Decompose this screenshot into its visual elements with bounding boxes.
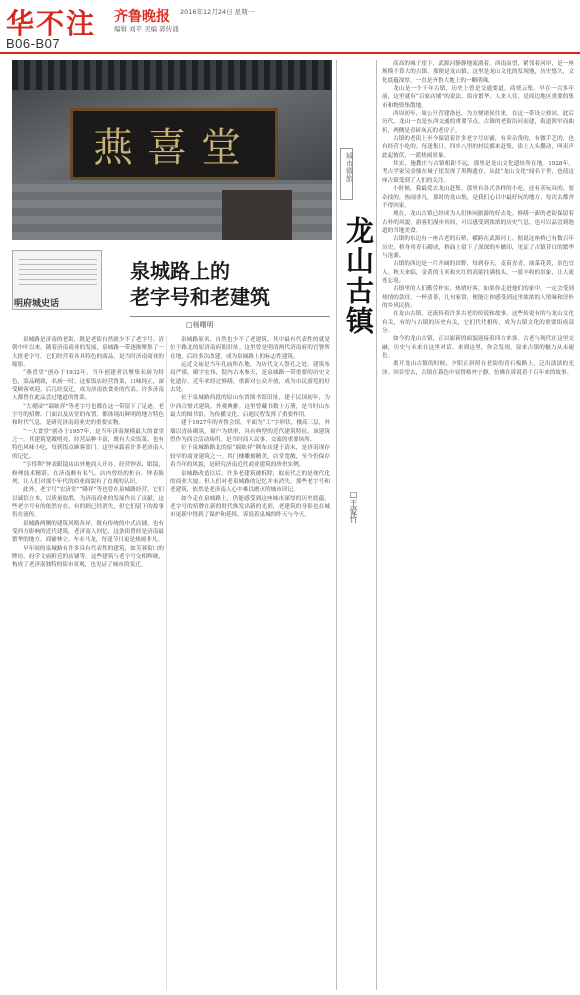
staff-credits: 编辑 刘平 美编 郭传涌: [114, 25, 179, 33]
photo-plaque: [70, 108, 278, 180]
article-author: □杨曙明: [186, 321, 214, 329]
title-line-2: 老字号和老建筑: [130, 285, 270, 309]
paragraph: 泉城路两侧的建筑风格各异，既有传统的中式店铺，也有受西方影响的近代建筑。老济南人回忆，这条街曾经是济南最繁华的地方，商铺林立，车水马龙，每逢节日更是热闹非凡。: [12, 520, 164, 544]
paragraph: 位于泉城路路北的原“瑞蚨祥”绸布店建于清末，是济南现存较早的商业建筑之一。其门楼雕刻精美，店堂宽敞，至今仍保存着当年的风貌，是研究济南近代商业建筑的珍贵实例。: [170, 445, 330, 469]
paragraph: 高高的城子崖下，武源河静静地流淌着。西南而望，紧邻着河岸，是一座规模不算大的古镇，那便是龙山镇。这里是龙山文化的发现地，历史悠久，文化底蕴深厚，一直是齐鲁大地上的一颗明珠。: [382, 61, 574, 84]
header-rule: [0, 52, 580, 54]
paragraph: “一大食堂”创办于1957年，是当年济南规模最大的食堂之一。其建筑宽敞明亮，经营品种丰富，既有大众饭菜，也有特色风味小吃，每到饭点顾客盈门。这里承载着许多老济南人的记忆。: [12, 428, 164, 460]
paragraph: 小时候，我最爱去龙山赶集。那里有各式各样的小吃，还有卖玩具的、耍杂技的，热闹非凡。那时的龙山集，是我们心目中最好玩的地方，每次去都舍不得回家。: [382, 186, 574, 209]
article2-title: 龙山古镇: [342, 216, 375, 336]
column-divider: [166, 336, 167, 990]
paragraph: 古镇的西边是一片开阔的田野，每到春天，麦苗青青，油菜花黄，景色宜人。秋天来临，金黄的玉米和火红的高粱挂满枝头，一派丰收的景象，让人流连忘返。: [382, 261, 574, 284]
paragraph: 其实，施教庄与古镇相距不远，那里是龙山文化遗址所在地。1928年，考古学家吴金鼎在城子崖发现了黑陶遗存，从此“龙山文化”闻名于世，也使这座古镇受到了人们的关注。: [382, 161, 574, 184]
paragraph: 位于泉城路西段的原山东省图书馆旧址，建于民国初年，为中西合璧式建筑，外观典雅。这里曾藏书数十万册，是当时山东最大的图书馆，为传播文化、启迪民智发挥了重要作用。: [170, 395, 330, 419]
section-tag: 城市微旅: [345, 152, 354, 182]
plaque-text: 燕喜堂: [93, 124, 255, 171]
paragraph: 如今的龙山古镇，正以崭新的面貌迎接着四方来客。古老与现代在这里交融，历史与未来在这里对话。来到这里，你会发现，原来古镇的魅力从未褪色。: [382, 336, 574, 360]
paragraph: 在龙山古镇，还流传着许多古老的传说和故事。这些传说有的与龙山文化有关，有的与古镇的历史有关，它们代代相传，成为古镇文化的重要组成部分。: [382, 311, 574, 334]
paragraph: 建于1927年的齐鲁会馆，平面为“工”字形状，楼高三层，外墙以青砖砌筑，窗户为拱形，具有典型的近代建筑特征。该建筑曾作为商会活动场所，是当时商人议事、交流的重要场所。: [170, 420, 330, 444]
paragraph: “燕喜堂”创办于1932年，当年创建者以聚集名厨为特色，菜品精致，名扬一时。这家饭店经营鲁菜，口味纯正，深受顾客欢迎，后几经变迁，成为济南饮食业的代表。许多济南人都曾在此品尝过地道的鲁菜。: [12, 370, 164, 402]
photo-door: [222, 190, 292, 240]
article1-column-1: [12, 336, 164, 990]
article2-author: □王爱竹: [349, 490, 358, 523]
article-title: [130, 258, 270, 310]
article1-column-2: [170, 336, 330, 990]
article2-column: [382, 60, 574, 990]
issue-date: 2016年12月24日 星期一: [180, 8, 255, 16]
paragraph: 泉城路原名，自然也少不了老建筑，其中最有代表性的就是位于路北的原济南府衙旧址。这里曾是明清两代济南府的官署所在地，后经多次改建，成为泉城路上的标志性建筑。: [170, 337, 330, 360]
page-numbers: B06-B07: [6, 36, 61, 51]
paragraph: 古镇的东边有一座古老的石桥，横跨在武源河上。据说这座桥已有数百年历史，桥身用青石砌成，桥面上留下了深深的车辙印，见证了古镇昔日的繁华与沧桑。: [382, 236, 574, 259]
paragraph: “大观园”“瑞蚨祥”等老字号也都在这一带留下了足迹。老字号的招牌、门面以及店堂的布置，都体现出鲜明的地方特色和时代气息，是研究济南商业史的重要实物。: [12, 403, 164, 427]
paragraph: 龙山是一个千年古镇，历史上曾是交通要道，商贾云集。早在一百多年前，这里就有“百家店铺”的说法，街市繁华，人来人往，是周边地区重要的集市和物资集散地。: [382, 86, 574, 109]
paper-logo: 齐鲁晚报: [114, 9, 170, 25]
paragraph: 西周初年，周公旦营建洛邑，为方便诸侯往来，在这一带设立驿站。此后历代，龙山一直是东西交通的重要节点。古镇的老街沿河而建，街道狭窄而曲折，两侧是青砖灰瓦的老房子。: [382, 111, 574, 134]
band-divider-right: [376, 60, 377, 990]
paragraph: 离开龙山古镇的时候，夕阳正斜照在老街的青石板路上，泛出淡淡的光泽。回首望去，古镇在暮色中显得格外宁静，仿佛在诉说着千百年来的故事。: [382, 361, 574, 376]
title-line-1: 泉城路上的: [130, 259, 230, 283]
section-brand: 华不注: [6, 7, 97, 40]
paragraph: 古镇里的人们勤劳朴实，热情好客。如果你走进他们的家中，一定会受到热情的款待。一杯清茶，几句家常，便能让你感受到这里浓浓的人情味和淳朴的乡风民俗。: [382, 286, 574, 309]
paragraph: 现在，龙山古镇已经成为人们休闲旅游的好去处。修缮一新的老街保留着古朴的风貌，游客们漫步其间，可以感受到浓浓的历史气息，也可以品尝到地道的当地美食。: [382, 211, 574, 234]
paragraph: “亨得利”钟表眼镜店由外地商人开办，经营钟表、眼镜，修理技术精湛，在济南颇有名气。店内曾经的柜台、钟表陈列，让人们对那个年代的商业面貌有了直观的认识。: [12, 462, 164, 485]
article-photo: [12, 60, 332, 240]
paragraph: 此外，老字号“宏济堂”“隆祥”等也曾在泉城路经营，它们以诚信立本，以质量取胜，为济南商业的发展作出了贡献。这些老字号有的依然存在，有的则已经消失，但它们留下的故事仍在流传。: [12, 487, 164, 519]
title-rule: [130, 316, 330, 317]
paragraph: 如今走在泉城路上，仍能感受到这座城市深厚的历史底蕴。老字号的招牌在新的时代焕发出新的光彩，老建筑的身影也在城市更新中得到了保护和延续，诉说着泉城的昨天与今天。: [170, 495, 330, 519]
paragraph: 泉城路改造以后，许多老建筑被拆除，取而代之的是现代化的商业大厦。但人们对老泉城路的记忆并未消失，那些老字号和老建筑，依然是老济南人心中难以磨灭的城市印记。: [170, 470, 330, 494]
paragraph: 古镇的老街上至今保留着许多老字号店铺，有卖杂货的，有做手艺的，也有经营小吃的。每逢集日，四乡八里的村民都来赶集，街上人头攒动，叫卖声此起彼伏，一派热闹景象。: [382, 136, 574, 159]
series-label: 明府城史话: [14, 299, 60, 309]
paragraph: 远近文庙是当年孔庙所在地，为历代文人祭孔之处。建筑布局严谨，殿宇宏伟，院内古木参天，是泉城路一带重要的历史文化遗存。近年来经过修缮，重新对公众开放，成为市民游览的好去处。: [170, 362, 330, 394]
paragraph: 早年间的泉城路有许多具有代表性的建筑，如芙蓉街口的牌坊、府学文庙附近的店铺等。这些建筑与老字号交相辉映，构成了老济南独特的街市景观，也见证了城市的变迁。: [12, 545, 164, 569]
photo-roof: [12, 60, 332, 90]
band-divider-left: [336, 60, 337, 990]
paragraph: 泉城路是济南的老街，既是老街自然就少不了老字号。清朝中叶以来，随着济南商业的发展，泉城路一带逐渐聚集了一大批老字号，它们经营着各具特色的商品，是当时济南商业的缩影。: [12, 337, 164, 369]
